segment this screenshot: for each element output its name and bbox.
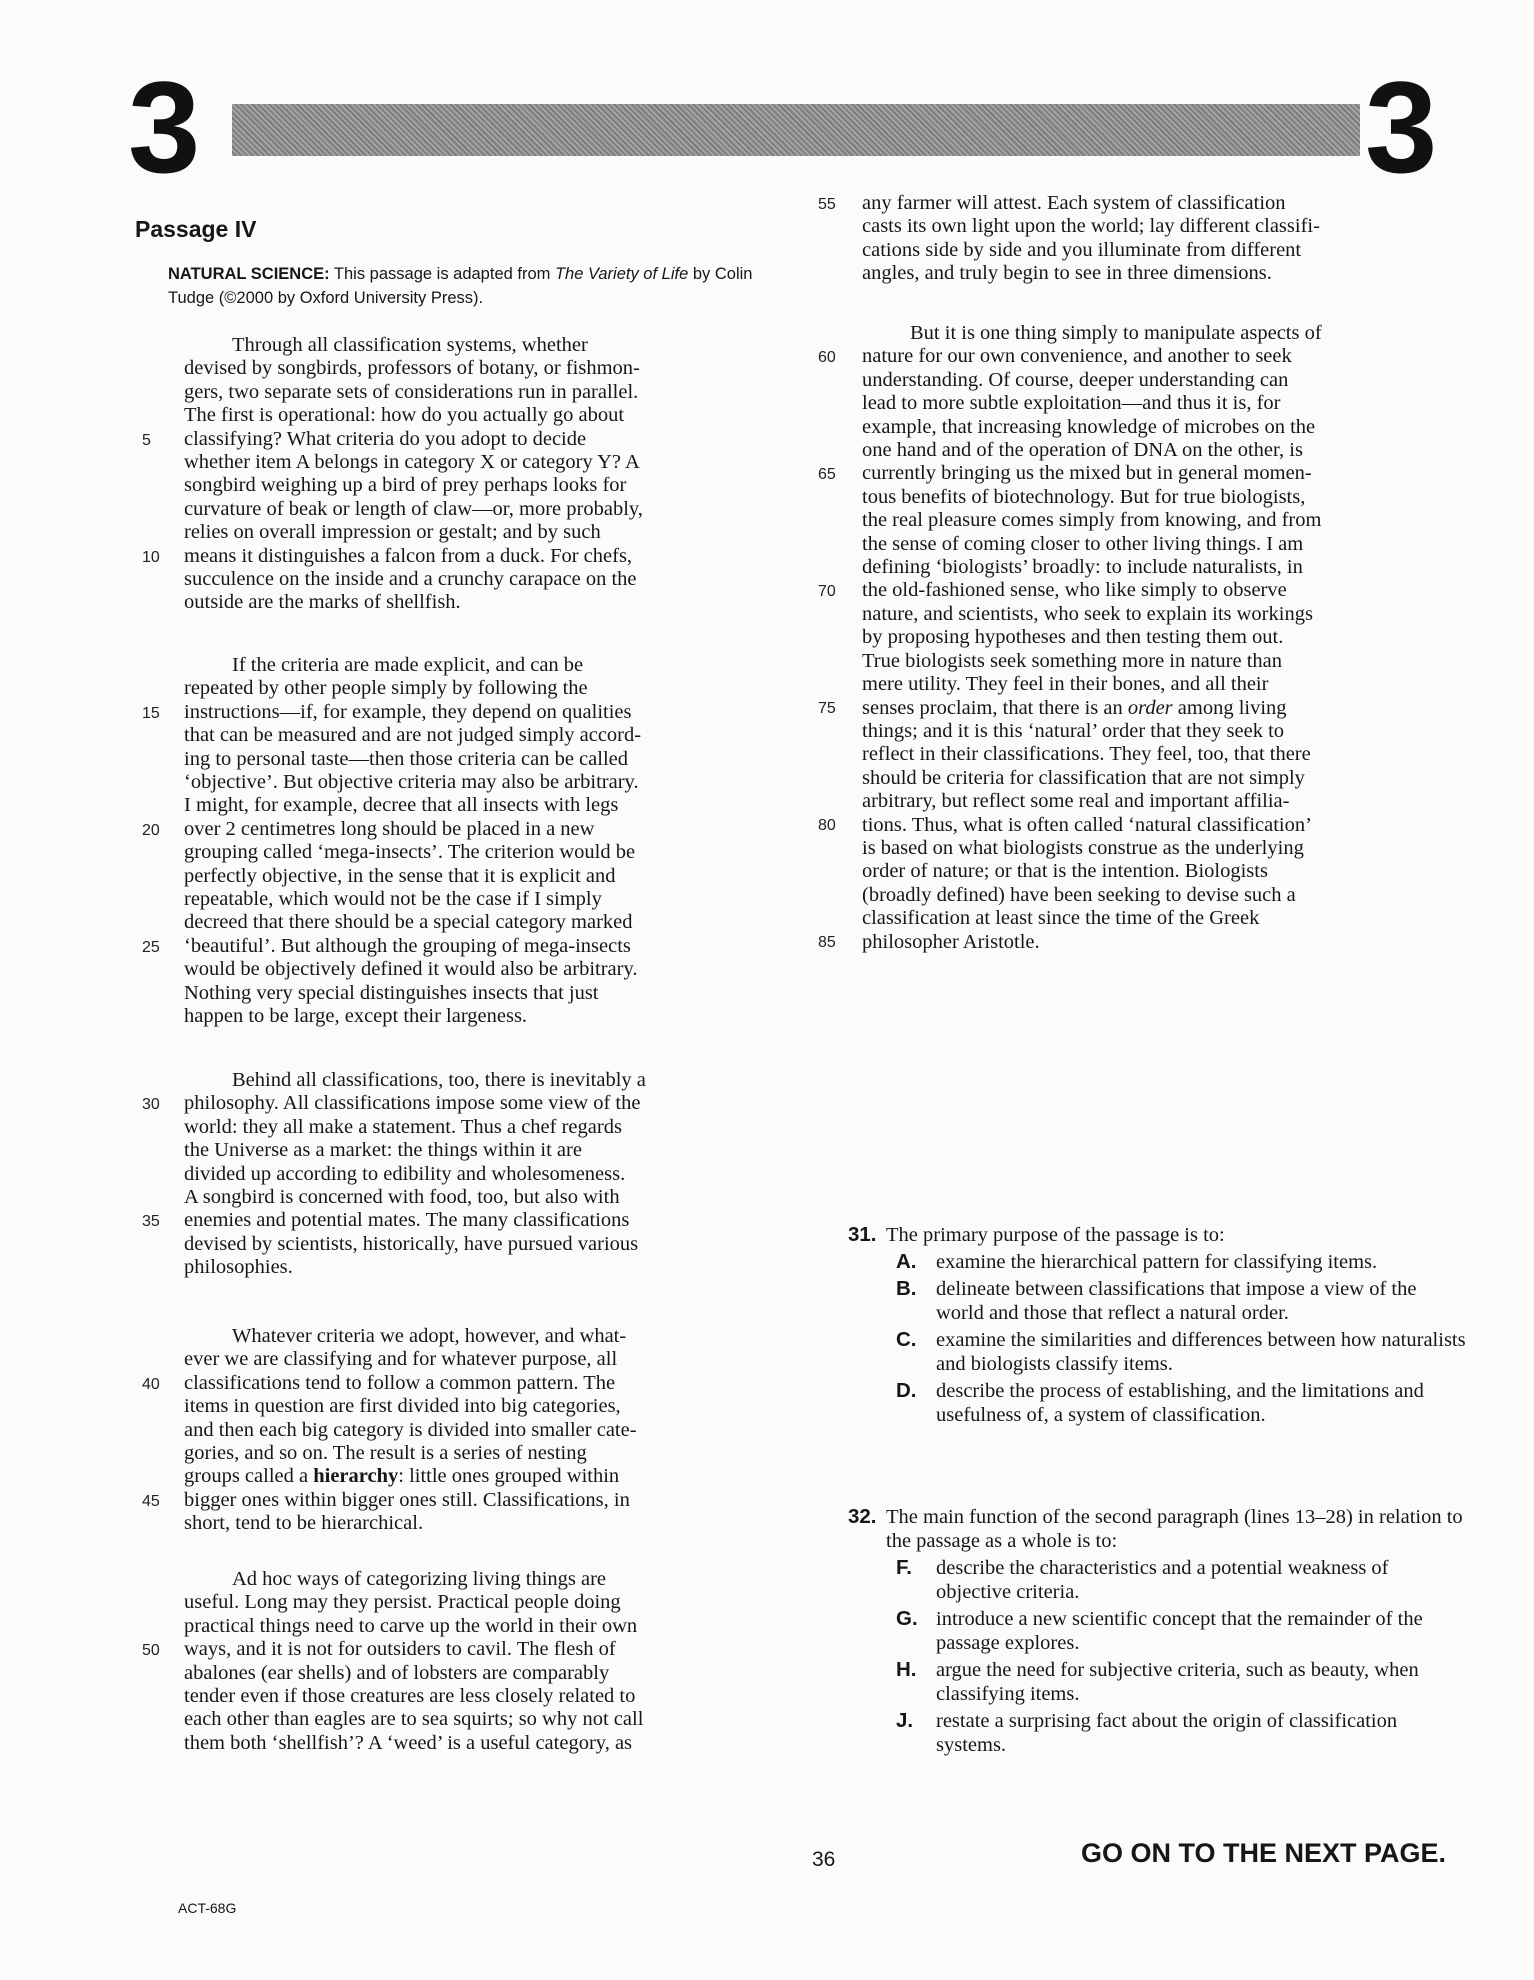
passage-line: decreed that there should be a special category marked (184, 911, 633, 934)
passage-line: order of nature; or that is the intention. Biologists (862, 860, 1268, 883)
answer-option[interactable] (848, 1658, 1468, 1706)
line-number: 65 (818, 466, 836, 484)
passage-line: Ad hoc ways of categorizing living things are (232, 1568, 607, 1590)
section-number-right: 3 (1365, 54, 1438, 200)
question-text: The main function of the second paragraph (lines 13–28) in relation to the passage as a whole is to: (886, 1506, 1463, 1552)
answer-option[interactable] (848, 1556, 1468, 1604)
answer-option[interactable] (848, 1379, 1468, 1427)
passage-line: tender even if those creatures are less closely related to (184, 1685, 636, 1708)
passage-line: any farmer will attest. Each system of classification (862, 192, 1286, 214)
passage-line: philosophies. (184, 1256, 293, 1279)
passage-paragraph (184, 654, 788, 1029)
option-text: examine the hierarchical pattern for classifying items. (936, 1251, 1378, 1273)
passage-line: repeatable, which would not be the case if I simply (184, 888, 602, 911)
passage-line: perfectly objective, in the sense that it is explicit and (184, 864, 616, 887)
line-number: 70 (818, 583, 836, 601)
option-letter: D. (896, 1379, 917, 1402)
passage-line: one hand and of the operation of DNA on the other, is (862, 439, 1303, 462)
passage-line: devised by songbirds, professors of botany, or fishmon- (184, 357, 640, 380)
passage-line: relies on overall impression or gestalt; and by such (184, 521, 601, 544)
answer-option[interactable] (848, 1709, 1468, 1757)
passage-line: Behind all classifications, too, there is inevitably a (232, 1069, 646, 1091)
answer-option[interactable] (848, 1328, 1468, 1376)
passage-line: gories, and so on. The result is a series of nesting (184, 1442, 587, 1465)
passage-line: (broadly defined) have been seeking to devise such a (862, 883, 1296, 906)
question-stem (848, 1505, 1468, 1553)
go-on-notice: GO ON TO THE NEXT PAGE. (1081, 1838, 1447, 1868)
passage-line: is based on what biologists construe as the underlying (862, 836, 1304, 859)
passage-line: classifications tend to follow a common pattern. The (184, 1371, 616, 1394)
passage-paragraph (184, 1568, 788, 1755)
line-number: 40 (142, 1375, 160, 1393)
intro-label: NATURAL SCIENCE: (168, 265, 330, 283)
passage-line: things; and it is this ‘natural’ order that they seek to (862, 719, 1285, 742)
passage-intro (168, 262, 768, 310)
passage-line: groups called a hierarchy: little ones grouped within (184, 1465, 620, 1488)
option-text: examine the similarities and differences between how naturalists and biologists classify items. (936, 1329, 1466, 1375)
passage-line: reflect in their classifications. They feel, too, that there (862, 743, 1311, 766)
option-text: delineate between classifications that impose a view of the world and those that reflect a natural order. (936, 1278, 1417, 1324)
passage-line: them both ‘shellfish’? A ‘weed’ is a useful category, as (184, 1731, 633, 1754)
passage-line: and then each big category is divided into smaller cate- (184, 1418, 637, 1441)
passage-line: grouping called ‘mega-insects’. The criterion would be (184, 841, 636, 864)
passage-line: ‘objective’. But objective criteria may also be arbitrary. (184, 771, 639, 794)
passage-line: A songbird is concerned with food, too, but also with (184, 1186, 620, 1209)
question-number: 32. (848, 1505, 877, 1528)
line-number: 45 (142, 1492, 160, 1510)
passage-line: the sense of coming closer to other living things. I am (862, 532, 1304, 555)
passage-line: divided up according to edibility and wholesomeness. (184, 1162, 626, 1185)
passage-line: each other than eagles are to sea squirts; so why not call (184, 1708, 644, 1731)
passage-paragraph (862, 322, 1466, 954)
passage-line: classifying? What criteria do you adopt to decide (184, 427, 587, 450)
section-number-left: 3 (128, 54, 201, 200)
line-number: 85 (818, 934, 836, 952)
intro-author: by Colin Tudge (©2000 by Oxford University Press). (168, 265, 753, 307)
passage-line: whether item A belongs in category X or category Y? A (184, 451, 640, 474)
option-letter: H. (896, 1658, 917, 1681)
option-letter: A. (896, 1250, 917, 1273)
passage-line: currently bringing us the mixed but in general momen- (862, 462, 1312, 485)
line-number: 35 (142, 1213, 160, 1231)
passage-line: by proposing hypotheses and then testing them out. (862, 626, 1284, 649)
passage-line: casts its own light upon the world; lay different classifi- (862, 215, 1320, 238)
passage-line: the real pleasure comes simply from knowing, and from (862, 509, 1322, 532)
passage-line: means it distinguishes a falcon from a duck. For chefs, (184, 544, 633, 567)
passage-line: should be criteria for classification that are not simply (862, 766, 1305, 789)
passage-line: the Universe as a market: the things within it are (184, 1139, 582, 1162)
passage-line: succulence on the inside and a crunchy carapace on the (184, 568, 637, 591)
option-letter: F. (896, 1556, 912, 1579)
question-text: The primary purpose of the passage is to: (886, 1224, 1225, 1246)
passage-line: gers, two separate sets of considerations run in parallel. (184, 380, 639, 403)
passage-line: ever we are classifying and for whatever purpose, all (184, 1348, 618, 1371)
passage-line: lead to more subtle exploitation—and thus it is, for (862, 392, 1281, 415)
option-letter: B. (896, 1277, 917, 1300)
passage-line: happen to be large, except their largeness. (184, 1005, 528, 1028)
passage-line: mere utility. They feel in their bones, and all their (862, 673, 1269, 696)
passage-line: If the criteria are made explicit, and can be (232, 654, 584, 676)
line-number: 80 (818, 817, 836, 835)
question-stem (848, 1223, 1468, 1247)
passage-line: outside are the marks of shellfish. (184, 591, 461, 614)
line-number: 50 (142, 1642, 160, 1660)
form-code: ACT-68G (178, 1900, 237, 1916)
passage-line: nature, and scientists, who seek to explain its workings (862, 602, 1313, 625)
option-letter: J. (896, 1709, 914, 1732)
answer-option[interactable] (848, 1607, 1468, 1655)
passage-line: abalones (ear shells) and of lobsters are comparably (184, 1661, 610, 1684)
option-letter: G. (896, 1607, 918, 1630)
passage-line: practical things need to carve up the world in their own (184, 1614, 638, 1637)
passage-line: Nothing very special distinguishes insects that just (184, 981, 599, 1004)
passage-line: tous benefits of biotechnology. But for true biologists, (862, 485, 1306, 508)
answer-option[interactable] (848, 1277, 1468, 1325)
line-number: 20 (142, 821, 160, 839)
passage-line: devised by scientists, historically, have pursued various (184, 1232, 639, 1255)
option-text: describe the process of establishing, and the limitations and usefulness of, a system of classification. (936, 1380, 1424, 1426)
passage-line: over 2 centimetres long should be placed in a new (184, 817, 595, 840)
question (848, 1505, 1468, 1757)
line-number: 10 (142, 548, 160, 566)
passage-line: tions. Thus, what is often called ‘natural classification’ (862, 813, 1312, 836)
passage-line: True biologists seek something more in nature than (862, 649, 1283, 672)
passage-line: But it is one thing simply to manipulate aspects of (910, 322, 1322, 344)
passage-line: Through all classification systems, whether (232, 334, 588, 356)
option-letter: C. (896, 1328, 917, 1351)
passage-line: would be objectively defined it would also be arbitrary. (184, 958, 638, 981)
option-text: restate a surprising fact about the origin of classification systems. (936, 1710, 1398, 1756)
line-number: 5 (142, 431, 151, 449)
passage-line: ‘beautiful’. But although the grouping of mega-insects (184, 934, 631, 957)
question (848, 1223, 1468, 1427)
passage-title: Passage IV (135, 216, 257, 242)
passage-line: I might, for example, decree that all insects with legs (184, 794, 619, 817)
section-header-band (232, 104, 1360, 156)
passage-line: instructions—if, for example, they depend on qualities (184, 700, 632, 723)
line-number: 15 (142, 704, 160, 722)
passage-line: ing to personal taste—then those criteria can be called (184, 747, 628, 770)
passage-line: short, tend to be hierarchical. (184, 1512, 424, 1535)
passage-line: understanding. Of course, deeper understanding can (862, 368, 1289, 391)
passage-line: the old-fashioned sense, who like simply to observe (862, 579, 1287, 602)
option-text: describe the characteristics and a potential weakness of objective criteria. (936, 1557, 1389, 1603)
passage-line: world: they all make a statement. Thus a chef regards (184, 1115, 622, 1138)
passage-line: The first is operational: how do you actually go about (184, 404, 625, 427)
line-number: 55 (818, 196, 836, 213)
passage-line: bigger ones within bigger ones still. Classifications, in (184, 1488, 630, 1511)
passage-line: example, that increasing knowledge of microbes on the (862, 415, 1316, 438)
passage-paragraph (184, 1069, 788, 1280)
passage-line: enemies and potential mates. The many classifications (184, 1209, 630, 1232)
passage-line: arbitrary, but reflect some real and important affilia- (862, 790, 1290, 813)
passage-line: useful. Long may they persist. Practical people doing (184, 1591, 621, 1614)
answer-option[interactable] (848, 1250, 1468, 1274)
option-text: argue the need for subjective criteria, such as beauty, when classifying items. (936, 1659, 1419, 1705)
passage-line: repeated by other people simply by following the (184, 677, 588, 700)
passage-paragraph (184, 334, 788, 615)
passage-line: nature for our own convenience, and another to seek (862, 345, 1292, 368)
line-number: 60 (818, 349, 836, 367)
passage-line: senses proclaim, that there is an order among living (862, 696, 1287, 719)
passage-line: that can be measured and are not judged simply accord- (184, 724, 642, 747)
line-number: 25 (142, 938, 160, 956)
page-number: 36 (812, 1848, 836, 1871)
passage-paragraph (862, 192, 1466, 286)
passage-line: defining ‘biologists’ broadly: to include naturalists, in (862, 556, 1303, 579)
passage-paragraph (184, 1325, 788, 1536)
passage-line: classification at least since the time of the Greek (862, 907, 1260, 930)
passage-line: philosophy. All classifications impose some view of the (184, 1092, 641, 1115)
passage-line: cations side by side and you illuminate from different (862, 238, 1302, 261)
intro-text: This passage is adapted from (329, 265, 555, 283)
passage-line: angles, and truly begin to see in three dimensions. (862, 262, 1272, 285)
passage-line: items in question are first divided into big categories, (184, 1395, 621, 1418)
line-number: 75 (818, 700, 836, 718)
option-text: introduce a new scientific concept that the remainder of the passage explores. (936, 1608, 1423, 1654)
intro-book-title: The Variety of Life (554, 265, 689, 283)
passage-line: ways, and it is not for outsiders to cavil. The flesh of (184, 1638, 616, 1661)
question-number: 31. (848, 1223, 877, 1246)
line-number: 30 (142, 1096, 160, 1114)
passage-line: Whatever criteria we adopt, however, and what- (232, 1325, 627, 1347)
passage-line: philosopher Aristotle. (862, 930, 1040, 953)
passage-line: curvature of beak or length of claw—or, more probably, (184, 497, 643, 520)
passage-line: songbird weighing up a bird of prey perhaps looks for (184, 474, 627, 497)
